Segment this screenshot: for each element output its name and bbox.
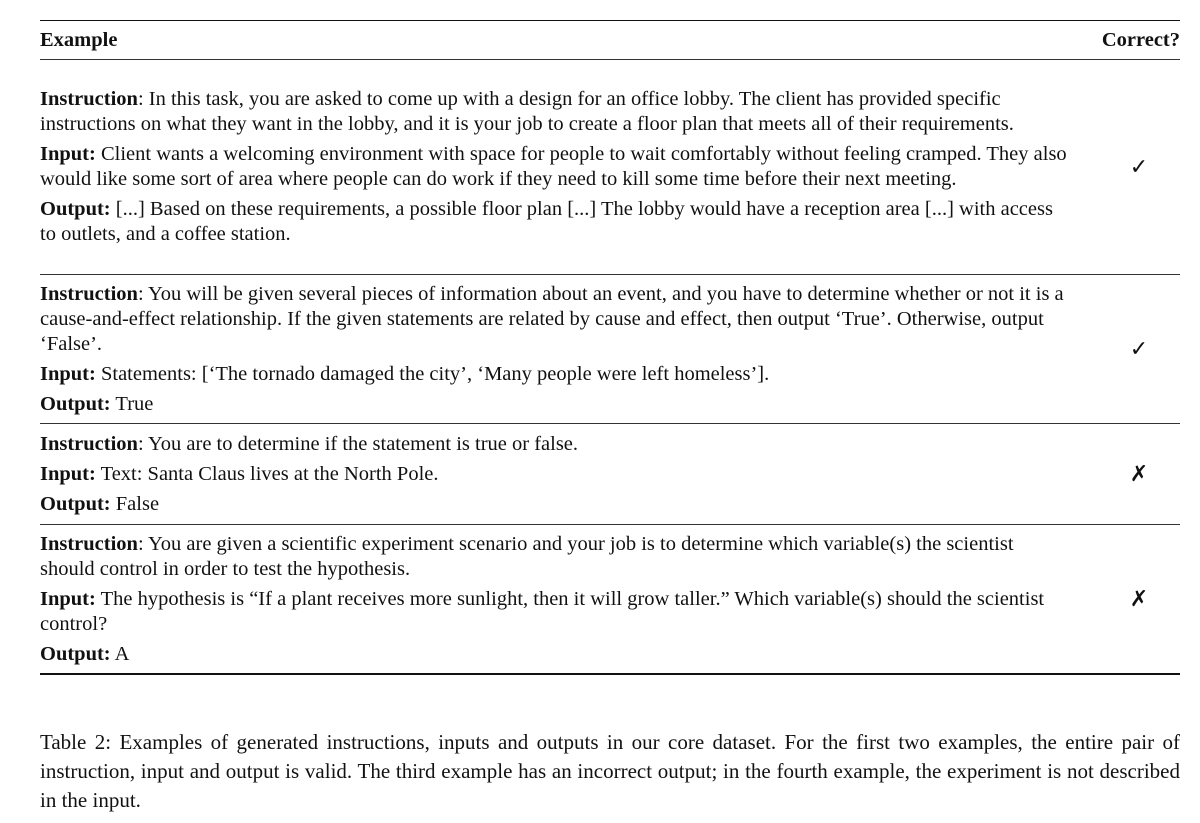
cross-mark-icon: ✗	[1129, 586, 1149, 611]
row-content	[40, 282, 1070, 417]
row-content	[40, 432, 1070, 517]
output-label: Output:	[40, 642, 111, 665]
instruction-text: : You are given a scientific experiment scenario and your job is to determine which variable(s) the scientist should control in order to test the hypothesis.	[40, 532, 1014, 580]
input-text: The hypothesis is “If a plant receives more sunlight, then it will grow taller.” Which variable(s) should the scientist control?	[40, 587, 1045, 635]
instruction-line	[40, 432, 1070, 457]
input-text: Text: Santa Claus lives at the North Pole.	[95, 462, 439, 485]
input-line	[40, 142, 1070, 192]
output-line	[40, 392, 1070, 417]
output-line	[40, 197, 1070, 247]
table-caption: Table 2: Examples of generated instructions, inputs and outputs in our core dataset. For the first two examples, the entire pair of instruction, input and output is valid. The third example has an incorrect output; in the fourth example, the experiment is not described in the input.	[40, 730, 1180, 812]
input-label: Input:	[40, 462, 96, 485]
output-line	[40, 642, 1070, 667]
input-line	[40, 587, 1070, 637]
check-mark-icon: ✓	[1129, 336, 1149, 361]
input-line	[40, 462, 1070, 487]
output-text: [...] Based on these requirements, a possible floor plan [...] The lobby would have a reception area [...] with access to outlets, and a coffee station.	[40, 198, 1053, 245]
input-label: Input:	[40, 587, 96, 610]
input-label: Input:	[40, 362, 96, 385]
instruction-text: : You are to determine if the statement is true or false.	[137, 432, 579, 455]
output-label: Output:	[40, 198, 111, 220]
input-text: Client wants a welcoming environment with space for people to wait comfortably without feeling cramped. They also would like some sort of area where people can do work if they need to kill some time before their next meeting.	[40, 143, 1067, 190]
instruction-line	[40, 282, 1070, 357]
instruction-text: : You will be given several pieces of information about an event, and you have to determine whether or not it is a cause-and-effect relationship. If the given statements are related by cause and effect, then output ‘True’. Otherwise, output ‘False’.	[40, 282, 1064, 355]
table-row	[40, 275, 1180, 423]
row-content	[40, 87, 1070, 247]
cross-mark-icon: ✗	[1129, 461, 1149, 486]
output-text: True	[110, 392, 154, 415]
table-header	[40, 21, 1180, 59]
table-bottom-rule	[40, 673, 1180, 675]
input-label: Input:	[40, 143, 96, 165]
output-line	[40, 492, 1070, 517]
output-label: Output:	[40, 492, 111, 515]
input-text: Statements: [‘The tornado damaged the city’, ‘Many people were left homeless’].	[95, 362, 770, 385]
output-text: False	[110, 492, 160, 515]
input-line	[40, 362, 1070, 387]
instruction-label: Instruction	[40, 432, 138, 455]
table-row	[40, 525, 1180, 673]
check-mark-icon: ✓	[1129, 154, 1149, 179]
row-content	[40, 532, 1070, 667]
output-text: A	[110, 642, 130, 665]
instruction-label: Instruction	[40, 282, 138, 305]
instruction-line	[40, 532, 1070, 582]
header-example: Example	[40, 28, 118, 51]
instruction-label: Instruction	[40, 88, 138, 110]
table-row	[40, 424, 1180, 524]
instruction-label: Instruction	[40, 532, 138, 555]
table-row	[40, 60, 1180, 274]
instruction-text: : In this task, you are asked to come up with a design for an office lobby. The client has provided specific instructions on what they want in the lobby, and it is your job to create a floor plan that meets all of their requirements.	[40, 88, 1014, 135]
output-label: Output:	[40, 392, 111, 415]
instruction-line	[40, 87, 1070, 137]
examples-table	[40, 20, 1180, 675]
header-correct: Correct?	[1101, 28, 1180, 51]
